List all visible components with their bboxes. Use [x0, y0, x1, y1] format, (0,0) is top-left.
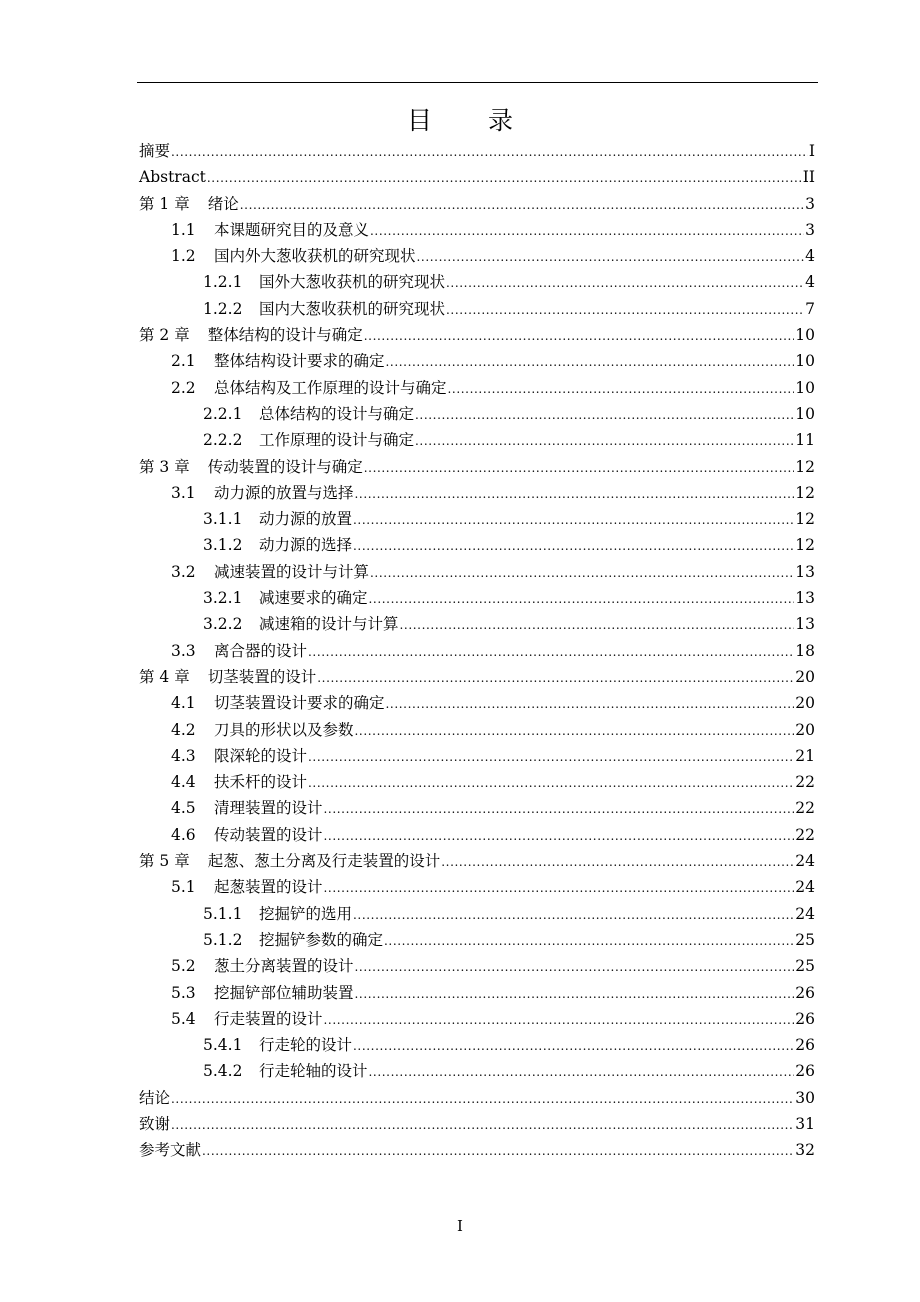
toc-entry-page: 12 — [795, 536, 815, 555]
dot-leader — [415, 428, 794, 454]
toc-entry-number: 1.2 — [171, 247, 196, 266]
toc-entry[interactable] — [139, 1032, 815, 1058]
toc-entry-title: 离合器的设计 — [214, 641, 308, 660]
toc-entry-page: 10 — [795, 352, 815, 371]
toc-entry-page: 31 — [795, 1114, 815, 1133]
toc-entry-page: 22 — [795, 799, 815, 818]
toc-entry[interactable] — [139, 138, 815, 164]
toc-entry-title: 挖掘铲的选用 — [259, 904, 353, 923]
dot-leader — [324, 796, 795, 822]
toc-entry-number: 2.2.2 — [203, 431, 243, 450]
toc-entry-page: 3 — [805, 194, 815, 213]
dot-leader — [369, 586, 795, 612]
toc-entry-number: 4.3 — [171, 746, 196, 765]
toc-entry[interactable] — [139, 427, 815, 453]
toc-entry-title: 绪论 — [207, 194, 239, 213]
toc-entry-number: 5.4 — [171, 1009, 196, 1028]
toc-entry-number: 1.2.1 — [203, 273, 243, 292]
toc-entry[interactable] — [139, 717, 815, 743]
toc-entry[interactable] — [139, 664, 815, 690]
toc-entry-title: 扶禾杆的设计 — [214, 773, 308, 792]
toc-entry[interactable] — [139, 559, 815, 585]
toc-entry[interactable] — [139, 164, 815, 190]
toc-entry-number: 4.5 — [171, 799, 196, 818]
toc-entry-title: 传动装置的设计与确定 — [207, 457, 363, 476]
toc-entry-title: 刀具的形状以及参数 — [214, 720, 354, 739]
toc-entry-title: 挖掘铲部位辅助装置 — [214, 983, 354, 1002]
toc-entry-title: 行走轮的设计 — [259, 1036, 353, 1055]
toc-entry[interactable] — [139, 901, 815, 927]
dot-leader — [386, 349, 795, 375]
toc-entry[interactable] — [139, 296, 815, 322]
toc-entry[interactable] — [139, 322, 815, 348]
toc-entry[interactable] — [139, 585, 815, 611]
toc-entry-page: 12 — [795, 457, 815, 476]
toc-entry-number: 第 3 章 — [139, 457, 190, 476]
toc-entry-title: 起葱装置的设计 — [214, 878, 323, 897]
toc-entry-page: 26 — [795, 1036, 815, 1055]
toc-entry-page: 30 — [795, 1088, 815, 1107]
header-rule — [137, 82, 818, 83]
toc-entry-number: 5.1.2 — [203, 930, 243, 949]
toc-entry-title: 减速要求的确定 — [259, 589, 368, 608]
toc-entry-page: 13 — [795, 615, 815, 634]
toc-entry-title: 传动装置的设计 — [214, 825, 323, 844]
toc-entry-title: 致谢 — [139, 1114, 171, 1133]
dot-leader — [171, 139, 808, 165]
toc-entry[interactable] — [139, 480, 815, 506]
toc-entry[interactable] — [139, 532, 815, 558]
toc-entry-number: 第 1 章 — [139, 194, 190, 213]
page-number: I — [457, 1217, 463, 1235]
toc-entry-title: 葱土分离装置的设计 — [214, 957, 354, 976]
dot-leader — [317, 665, 794, 691]
toc-entry-title: 结论 — [139, 1088, 171, 1107]
toc-entry-page: 20 — [795, 720, 815, 739]
dot-leader — [441, 849, 794, 875]
toc-entry-title: 摘要 — [139, 142, 171, 160]
toc-entry[interactable] — [139, 927, 815, 953]
toc-entry-number: 4.2 — [171, 720, 196, 739]
toc-entry-number: 4.4 — [171, 773, 196, 792]
dot-leader — [324, 1007, 795, 1033]
dot-leader — [364, 323, 795, 349]
toc-entry-title: 国内大葱收获机的研究现状 — [259, 299, 446, 318]
toc-entry[interactable] — [139, 822, 815, 848]
toc-entry[interactable] — [139, 1137, 815, 1163]
toc-entry-number: 5.1.1 — [203, 904, 243, 923]
dot-leader — [171, 1086, 794, 1112]
toc-entry[interactable] — [139, 980, 815, 1006]
toc-entry[interactable] — [139, 769, 815, 795]
toc-entry-page: 4 — [805, 273, 815, 292]
dot-leader — [353, 507, 794, 533]
toc-entry[interactable] — [139, 454, 815, 480]
toc-entry-title: 整体结构的设计与确定 — [207, 326, 363, 345]
dot-leader — [364, 455, 795, 481]
toc-entry[interactable] — [139, 348, 815, 374]
dot-leader — [448, 376, 795, 402]
toc-entry-title: 挖掘铲参数的确定 — [259, 930, 384, 949]
toc-entry-title: 清理装置的设计 — [214, 799, 323, 818]
toc-entry[interactable] — [139, 1058, 815, 1084]
toc-entry[interactable] — [139, 638, 815, 664]
toc-entry[interactable] — [139, 243, 815, 269]
toc-entry-page: 25 — [795, 930, 815, 949]
dot-leader — [324, 823, 795, 849]
toc-entry-page: 20 — [795, 694, 815, 713]
toc-entry-number: 第 5 章 — [139, 852, 190, 871]
toc-entry[interactable] — [139, 401, 815, 427]
toc-entry[interactable] — [139, 1111, 815, 1137]
toc-entry-page: 26 — [795, 983, 815, 1002]
toc-entry[interactable] — [139, 848, 815, 874]
toc-entry-title: 减速箱的设计与计算 — [259, 615, 399, 634]
dot-leader — [308, 639, 794, 665]
toc-entry-number: 3.2.2 — [203, 615, 243, 634]
toc-entry-title: 参考文献 — [139, 1141, 202, 1160]
toc-entry-title: Abstract — [139, 168, 206, 187]
dot-leader — [355, 718, 795, 744]
dot-leader — [417, 244, 805, 270]
dot-leader — [400, 612, 795, 638]
toc-entry[interactable] — [139, 611, 815, 637]
dot-leader — [171, 1112, 794, 1138]
toc-entry-title: 限深轮的设计 — [214, 746, 308, 765]
toc-entry-page: 20 — [795, 667, 815, 686]
toc-entry-number: 5.2 — [171, 957, 196, 976]
dot-leader — [353, 1033, 794, 1059]
toc-entry-title: 国外大葱收获机的研究现状 — [259, 273, 446, 292]
toc-entry-number: 2.2 — [171, 378, 196, 397]
toc-entry-number: 3.1.2 — [203, 536, 243, 555]
toc-entry-page: 4 — [805, 247, 815, 266]
dot-leader — [446, 297, 804, 323]
toc-entry-number: 4.6 — [171, 825, 196, 844]
toc-entry-page: 26 — [795, 1062, 815, 1081]
dot-leader — [324, 875, 795, 901]
toc-entry-title: 动力源的放置与选择 — [214, 483, 354, 502]
toc-entry-title: 国内外大葱收获机的研究现状 — [214, 247, 416, 266]
toc-entry-page: 3 — [805, 220, 815, 239]
toc-entry-number: 2.2.1 — [203, 404, 243, 423]
table-of-contents — [139, 138, 815, 1164]
toc-entry[interactable] — [139, 743, 815, 769]
dot-leader — [415, 402, 794, 428]
dot-leader — [369, 1059, 795, 1085]
toc-entry-title: 总体结构的设计与确定 — [259, 404, 415, 423]
dot-leader — [384, 928, 794, 954]
dot-leader — [446, 270, 804, 296]
toc-entry-page: 26 — [795, 1009, 815, 1028]
toc-entry-number: 1.1 — [171, 220, 196, 239]
dot-leader — [355, 954, 795, 980]
toc-entry-number: 5.3 — [171, 983, 196, 1002]
dot-leader — [240, 192, 804, 218]
toc-entry-page: 12 — [795, 483, 815, 502]
toc-entry-title: 工作原理的设计与确定 — [259, 431, 415, 450]
dot-leader — [353, 533, 794, 559]
toc-entry-page: 24 — [795, 852, 815, 871]
toc-entry-number: 3.1 — [171, 483, 196, 502]
toc-entry-title: 起葱、葱土分离及行走装置的设计 — [207, 852, 441, 871]
toc-entry-page: II — [802, 168, 815, 187]
dot-leader — [355, 481, 795, 507]
toc-entry-page: 10 — [795, 326, 815, 345]
toc-entry-number: 4.1 — [171, 694, 196, 713]
toc-entry-page: 22 — [795, 825, 815, 844]
toc-entry[interactable] — [139, 375, 815, 401]
toc-entry-page: 24 — [795, 878, 815, 897]
toc-entry[interactable] — [139, 506, 815, 532]
toc-entry-number: 5.4.2 — [203, 1062, 243, 1081]
toc-entry-title: 动力源的选择 — [259, 536, 353, 555]
toc-entry-title: 整体结构设计要求的确定 — [214, 352, 385, 371]
dot-leader — [308, 744, 794, 770]
toc-entry-title: 切茎装置设计要求的确定 — [214, 694, 385, 713]
toc-entry-page: 25 — [795, 957, 815, 976]
dot-leader — [370, 218, 804, 244]
dot-leader — [202, 1138, 794, 1164]
toc-entry-page: 10 — [795, 404, 815, 423]
toc-entry[interactable] — [139, 269, 815, 295]
toc-entry-number: 3.3 — [171, 641, 196, 660]
toc-entry[interactable] — [139, 1006, 815, 1032]
toc-entry[interactable] — [139, 690, 815, 716]
toc-entry[interactable] — [139, 217, 815, 243]
toc-entry-number: 3.1.1 — [203, 510, 243, 529]
toc-entry[interactable] — [139, 191, 815, 217]
dot-leader — [353, 902, 794, 928]
toc-entry-page: 13 — [795, 562, 815, 581]
toc-entry-page: 13 — [795, 589, 815, 608]
toc-entry-page: 12 — [795, 510, 815, 529]
toc-entry-number: 第 4 章 — [139, 667, 190, 686]
toc-entry-number: 5.4.1 — [203, 1036, 243, 1055]
toc-entry-title: 动力源的放置 — [259, 510, 353, 529]
toc-entry[interactable] — [139, 1085, 815, 1111]
toc-entry-title: 减速装置的设计与计算 — [214, 562, 370, 581]
toc-entry-number: 3.2.1 — [203, 589, 243, 608]
toc-entry-number: 3.2 — [171, 562, 196, 581]
toc-entry-title: 切茎装置的设计 — [207, 667, 317, 686]
toc-entry-page: 22 — [795, 773, 815, 792]
toc-entry-page: 7 — [805, 299, 815, 318]
toc-entry-title: 行走轮轴的设计 — [259, 1062, 368, 1081]
dot-leader — [308, 770, 794, 796]
toc-entry-page: 21 — [795, 746, 815, 765]
toc-entry-number: 2.1 — [171, 352, 196, 371]
toc-title: 目 录 — [407, 106, 537, 135]
toc-entry[interactable] — [139, 953, 815, 979]
dot-leader — [355, 981, 795, 1007]
dot-leader — [386, 691, 795, 717]
toc-entry-number: 5.1 — [171, 878, 196, 897]
toc-entry-page: 18 — [795, 641, 815, 660]
toc-entry-page: 24 — [795, 904, 815, 923]
toc-entry-page: 32 — [795, 1141, 815, 1160]
dot-leader — [207, 165, 802, 191]
toc-entry-page: 11 — [795, 431, 815, 450]
toc-entry-title: 总体结构及工作原理的设计与确定 — [214, 378, 447, 397]
toc-entry-number: 1.2.2 — [203, 299, 243, 318]
toc-entry[interactable] — [139, 795, 815, 821]
dot-leader — [370, 560, 794, 586]
toc-entry-page: I — [808, 142, 815, 160]
toc-entry[interactable] — [139, 874, 815, 900]
toc-entry-page: 10 — [795, 378, 815, 397]
toc-entry-title: 行走装置的设计 — [214, 1009, 323, 1028]
toc-entry-title: 本课题研究目的及意义 — [214, 220, 370, 239]
toc-entry-number: 第 2 章 — [139, 326, 190, 345]
